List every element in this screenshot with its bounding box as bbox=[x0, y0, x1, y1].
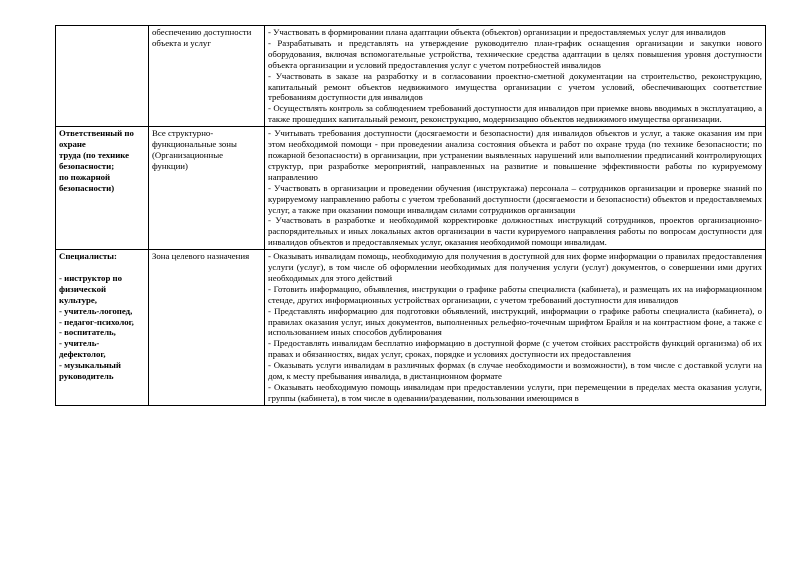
duties-cell bbox=[265, 26, 766, 127]
role-cell: Специалисты: - инструктор по физической культуре, - учитель-логопед, - педагог-психолог, - воспитатель, - учитель-дефектолог, - музыкальный руководитель bbox=[56, 250, 149, 406]
zone-cell: Зона целевого назначения bbox=[149, 250, 265, 406]
duty-item: - Готовить информацию, объявления, инструкции о графике работы специалиста (кабинета), и размещать их на информационном стенде, других информационных устройствах организации, с учетом требований доступности для инвалидов bbox=[268, 283, 762, 305]
duty-item: - Разрабатывать и представлять на утверждение руководителю план-график оснащения организации и закупки нового оборудования, включая вспомогательные устройства, технические средства адаптации в целях повышения уровня доступности объекта организации и условий предоставления услуг с учетом потребностей инвалидов bbox=[268, 37, 762, 70]
duty-item: - Оказывать инвалидам помощь, необходимую для получения в доступной для них форме информации о правилах предоставления услуги (услуг), в том числе об оформлении необходимых для получения услуги (услуг) документов, о совершении ими других необходимых для этого действий bbox=[268, 251, 762, 283]
duties-table bbox=[55, 25, 766, 406]
zone-cell: Все структурно-функциональные зоны (Организационные функции) bbox=[149, 127, 265, 250]
duty-item: - Предоставлять инвалидам бесплатно информацию в доступной форме (с учетом стойких расстройств функций организма) об их правах и обязанностях, видах услуг, сроках, порядке и условиях доступности их предоставления bbox=[268, 338, 762, 360]
table-row bbox=[56, 250, 766, 406]
duty-item: - Участвовать в заказе на разработку и в согласовании проектно-сметной документации на строительство, реконструкцию, капитальный ремонт объектов недвижимого имущества организации с учетом условий, обеспечивающих соответствие требованиям доступности для инвалидов bbox=[268, 70, 762, 103]
role-cell: Ответственный по охране труда (по технике безопасности; по пожарной безопасности) bbox=[56, 127, 149, 250]
duty-item: - Участвовать в формировании плана адаптации объекта (объектов) организации и предоставляемых услуг для инвалидов bbox=[268, 27, 726, 37]
duty-item: - Оказывать необходимую помощь инвалидам при предоставлении услуги, при перемещении в пределах места оказания услуги, группы (кабинета), в том числе в одевании/раздевании, пользовании имеющимся в bbox=[268, 382, 762, 403]
table-row bbox=[56, 26, 766, 127]
duty-item: - Оказывать услуги инвалидам в различных формах (в случае необходимости и возможности), в том числе с доставкой услуги на дом, к месту пребывания инвалида, в дистанционном формате bbox=[268, 360, 762, 382]
duty-item: - Участвовать в организации и проведении обучения (инструктажа) персонала – сотрудников организации и проверке знаний по курируемому направлению работы с учетом требований доступности (досягаемости и безопасности) объектов и предоставляемых услуг, а также при оказании помощи инвалидам силами сотрудников организации bbox=[268, 182, 762, 215]
duties-cell bbox=[265, 250, 766, 406]
duty-item: - Осуществлять контроль за соблюдением требований доступности для инвалидов при приемке вновь вводимых в эксплуатацию, а также прошедших капитальный ремонт, реконструкцию, модернизацию объектов недвижимого имущества организации. bbox=[268, 103, 762, 125]
duty-item: - Участвовать в разработке и необходимой корректировке должностных инструкций сотрудников, проектов организационно-распорядительных и иных локальных актов организации в части курируемого направления работы по вопросам доступности для инвалидов объектов и предоставляемых услуг, оказания необходимой помощи инвалидам. bbox=[268, 215, 762, 248]
table-row bbox=[56, 127, 766, 250]
role-cell bbox=[56, 26, 149, 127]
duties-cell bbox=[265, 127, 766, 250]
zone-cell: обеспечению доступности объекта и услуг bbox=[149, 26, 265, 127]
duty-item: - Представлять информацию для подготовки объявлений, инструкций, информации о графике работы специалиста (кабинета), о правилах оказания услуг, иных документов, выполненных рельефно-точечным шрифтом Брайля и на контрастном фоне, а также с использованием иных способов дублирования bbox=[268, 305, 762, 338]
duty-item: - Учитывать требования доступности (досягаемости и безопасности) для инвалидов объектов и услуг, а также оказания им при этом необходимой помощи - при проведении анализа состояния объекта и работ по охране труда (по технике безопасности; по пожарной безопасности) в организации, при устранении выявленных нарушений или выполнении предписаний контролирующих структур, при разработке мероприятий, направленных на развитие и повышение эффективности работы по курируемому направлению bbox=[268, 128, 762, 182]
